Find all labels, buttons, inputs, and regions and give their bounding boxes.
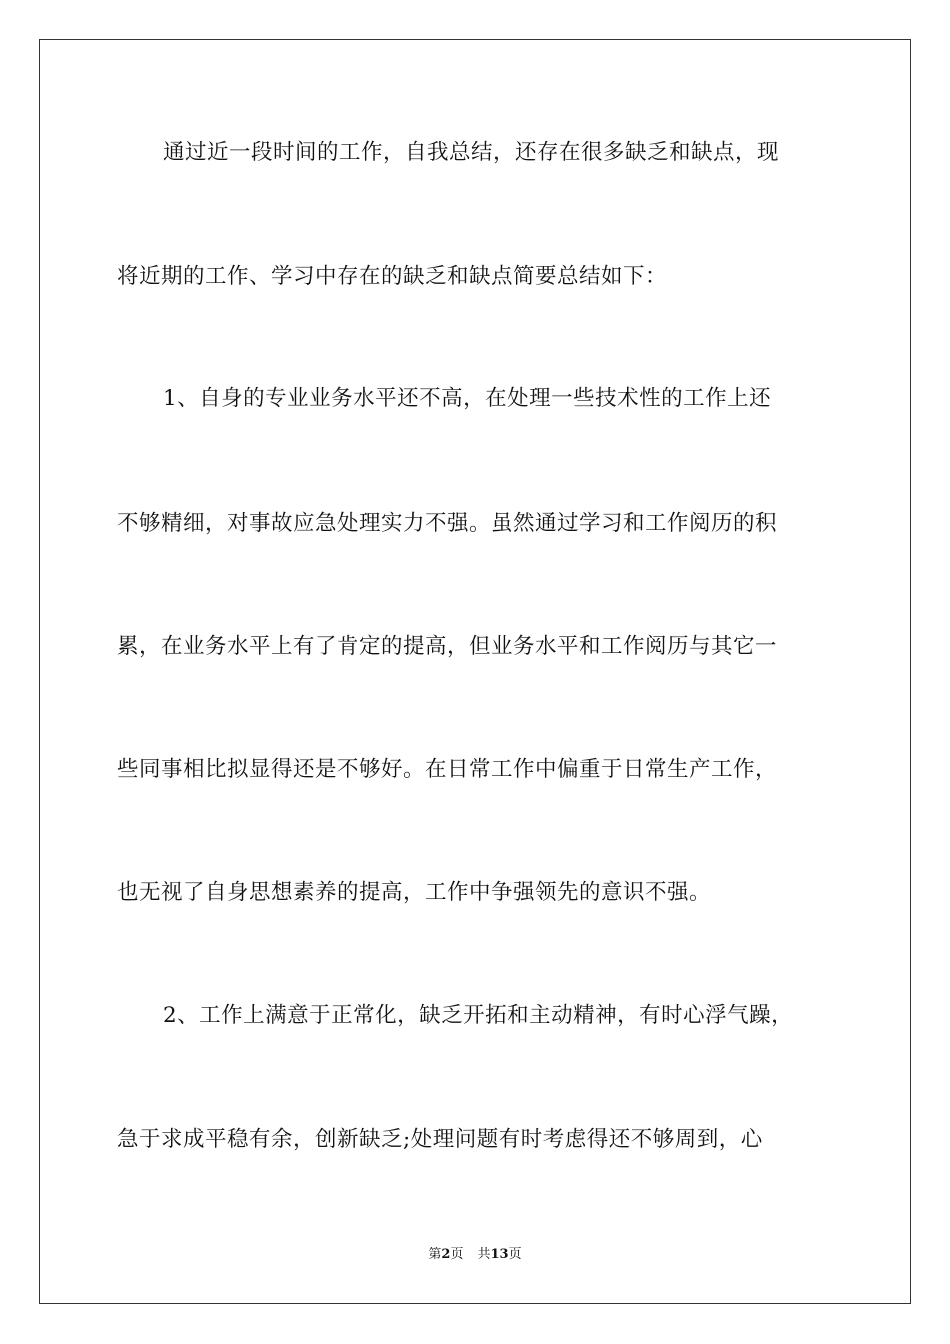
paragraph-line-9: 急于求成平稳有余，创新缺乏;处理问题有时考虑得还不够周到，心 xyxy=(117,1127,763,1152)
paragraph-line-7: 也无视了自身思想素养的提高，工作中争强领先的意识不强。 xyxy=(117,880,712,905)
page-footer xyxy=(0,1246,950,1264)
footer-page-number: 2 xyxy=(441,1247,451,1262)
paragraph-line-5: 累，在业务水平上有了肯定的提高，但业务水平和工作阅历与其它一 xyxy=(117,634,778,659)
paragraph-line-2: 将近期的工作、学习中存在的缺乏和缺点简要总结如下： xyxy=(117,264,668,289)
paragraph-line-1: 通过近一段时间的工作，自我总结，还存在很多缺乏和缺点，现 xyxy=(163,140,780,165)
page-border xyxy=(39,39,911,1304)
footer-page-prefix: 第 xyxy=(428,1247,442,1262)
paragraph-line-4: 不够精细，对事故应急处理实力不强。虽然通过学习和工作阅历的积 xyxy=(117,511,778,536)
footer-page-suffix: 页 xyxy=(450,1247,464,1262)
paragraph-line-8: 2、工作上满意于正常化，缺乏开拓和主动精神，有时心浮气躁， xyxy=(163,1003,794,1028)
paragraph-line-6: 些同事相比拟显得还是不够好。在日常工作中偏重于日常生产工作， xyxy=(117,757,778,782)
footer-total-suffix: 页 xyxy=(508,1247,522,1262)
paragraph-line-3: 1、自身的专业业务水平还不高，在处理一些技术性的工作上还 xyxy=(163,386,772,411)
footer-total-prefix: 共 xyxy=(477,1247,491,1262)
footer-total-number: 13 xyxy=(490,1247,509,1262)
